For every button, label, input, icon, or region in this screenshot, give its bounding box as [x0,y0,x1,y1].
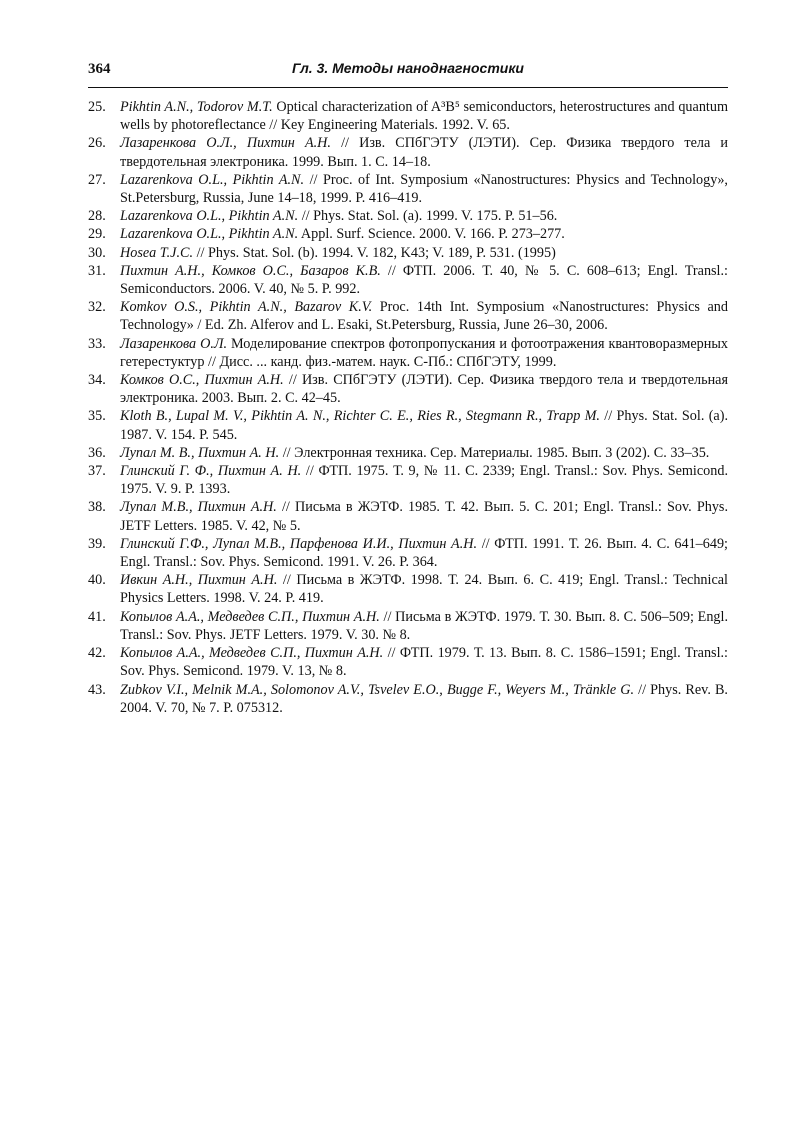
reference-item [88,98,728,134]
page-header [88,60,728,88]
reference-item [88,207,728,225]
reference-text: Proc. 14th Int. Symposium «Nanostructures: Physics and Technology» / Ed. Zh. Alferov and L. Esaki, St.Petersburg, Russia, June 26–30, 2006. [120,299,728,334]
reference-authors: Глинский Г.Ф., Лупал М.В., Парфенова И.И., Пихтин А.Н. [120,535,478,552]
reference-number: 39. [88,535,106,552]
reference-text: // ФТП. 1975. Т. 9, № 11. С. 2339; Engl. Transl.: Sov. Phys. Semicond. 1975. V. 9. P. 1393. [120,463,728,498]
reference-number: 37. [88,463,106,480]
reference-number: 27. [88,171,106,188]
reference-item [88,571,728,607]
reference-text: // ФТП. 1979. Т. 13. Вып. 8. С. 1586–1591; Engl. Transl.: Sov. Phys. Semicond. 1979. V. 13, № 8. [120,645,728,680]
reference-item [88,244,728,262]
reference-item [88,407,728,443]
reference-item [88,262,728,298]
reference-authors: Лазаренкова О.Л., Пихтин А.Н. [120,135,331,152]
reference-item [88,225,728,243]
reference-text: // Письма в ЖЭТФ. 1979. Т. 30. Вып. 8. С. 506–509; Engl. Transl.: Sov. Phys. JETF Letters. 1979. V. 30. № 8. [120,608,728,643]
reference-item [88,644,728,680]
reference-authors: Пихтин А.Н., Комков О.С., Базаров К.В. [120,262,381,279]
reference-number: 35. [88,408,106,425]
reference-authors: Ивкин А.Н., Пихтин А.Н. [120,572,278,589]
reference-number: 36. [88,444,106,461]
reference-item [88,681,728,717]
reference-text: // Phys. Rev. B. 2004. V. 70, № 7. P. 075312. [120,681,728,716]
reference-text: // Phys. Stat. Sol. (a). 1987. V. 154. P. 545. [120,408,728,443]
page [88,60,728,717]
reference-number: 29. [88,226,106,243]
reference-text: // ФТП. 2006. Т. 40, № 5. С. 608–613; Engl. Transl.: Semiconductors. 2006. V. 40, № 5. P. 992. [120,262,728,298]
reference-item [88,171,728,207]
reference-text: Optical characterization of A³B⁵ semiconductors, heterostructures and quantum wells by photoreflectance // Key Engineering Materials. 1992. V. 65. [120,99,728,134]
reference-authors: Lazarenkova O.L., Pikhtin A.N. [120,208,299,225]
reference-item [88,371,728,407]
reference-text: // Phys. Stat. Sol. (a). 1999. V. 175. P. 51–56. [298,208,558,225]
reference-text: // Proc. of Int. Symposium «Nanostructures: Physics and Technology», St.Petersburg, Russia, June 14–18, 1999. P. 416–419. [120,171,728,207]
reference-text: // Изв. СПбГЭТУ (ЛЭТИ). Сер. Физика твердого тела и твердотельная электроника. 2003. Вып. 2. С. 42–45. [120,372,728,407]
reference-number: 34. [88,372,106,389]
reference-item [88,498,728,534]
reference-text: // Письма в ЖЭТФ. 1998. Т. 24. Вып. 6. С. 419; Engl. Transl.: Technical Physics Letters. 1998. V. 24. P. 419. [120,572,729,607]
reference-authors: Лупал М. В., Пихтин А. Н. [120,444,280,461]
reference-authors: Lazarenkova O.L., Pikhtin A.N. [120,171,305,188]
reference-number: 31. [88,262,106,279]
reference-number: 26. [88,135,106,152]
reference-number: 42. [88,645,106,662]
reference-number: 32. [88,299,106,316]
reference-item [88,444,728,462]
reference-item [88,298,728,334]
reference-number: 33. [88,335,106,352]
reference-text: // Электронная техника. Сер. Материалы. 1985. Вып. 3 (202). С. 33–35. [279,444,710,461]
reference-item [88,608,728,644]
reference-text: // ФТП. 1991. Т. 26. Вып. 4. С. 641–649; Engl. Transl.: Sov. Phys. Semicond. 1991. V. 26. P. 364. [120,535,728,571]
reference-number: 25. [88,99,106,115]
reference-authors: Комков О.С., Пихтин А.Н. [120,372,284,389]
reference-authors: Komkov O.S., Pikhtin A.N., Bazarov K.V. [120,299,373,316]
reference-item [88,134,728,170]
reference-authors: Hosea T.J.C. [120,244,194,261]
reference-authors: Pikhtin A.N., Todorov M.T. [120,99,273,115]
reference-number: 40. [88,572,106,589]
reference-item [88,462,728,498]
reference-item [88,535,728,571]
reference-item [88,335,728,371]
reference-authors: Kloth B., Lupal M. V., Pikhtin A. N., Richter C. E., Ries R., Stegmann R., Trapp M. [120,408,600,425]
running-title: Гл. 3. Методы наноднагностики [292,60,524,76]
reference-text: Моделирование спектров фотопропускания и фотоотражения квантоворазмерных гетерестуктур // Дисс. ... канд. физ.-матем. наук. С-Пб.: СПбГЭТУ, 1999. [120,335,728,370]
reference-authors: Глинский Г. Ф., Пихтин А. Н. [120,463,302,480]
reference-number: 28. [88,208,106,225]
reference-list [88,98,728,717]
reference-number: 38. [88,499,106,516]
reference-text: // Письма в ЖЭТФ. 1985. Т. 42. Вып. 5. С. 201; Engl. Transl.: Sov. Phys. JETF Letters. 1985. V. 42, № 5. [120,499,728,534]
reference-authors: Zubkov V.I., Melnik M.A., Solomonov A.V., Tsvelev E.O., Bugge F., Weyers M., Tränkle G. [120,681,635,698]
reference-text: // Изв. СПбГЭТУ (ЛЭТИ). Сер. Физика твердого тела и твердотельная электроника. 1999. Вып. 1. С. 14–18. [120,135,728,170]
page-number: 364 [88,61,111,77]
reference-text: // Phys. Stat. Sol. (b). 1994. V. 182, K43; V. 189, P. 531. (1995) [193,244,556,261]
reference-number: 41. [88,608,106,625]
reference-authors: Лазаренкова О.Л. [120,335,228,352]
reference-number: 30. [88,244,106,261]
reference-authors: Лупал М.В., Пихтин А.Н. [120,499,277,516]
reference-authors: Lazarenkova O.L., Pikhtin A.N. [120,226,299,243]
reference-authors: Копылов А.А., Медведев С.П., Пихтин А.Н. [120,608,380,625]
reference-number: 43. [88,681,106,698]
reference-text: Appl. Surf. Science. 2000. V. 166. P. 273–277. [298,226,565,243]
reference-authors: Копылов А.А., Медведев С.П., Пихтин А.Н. [120,645,384,662]
